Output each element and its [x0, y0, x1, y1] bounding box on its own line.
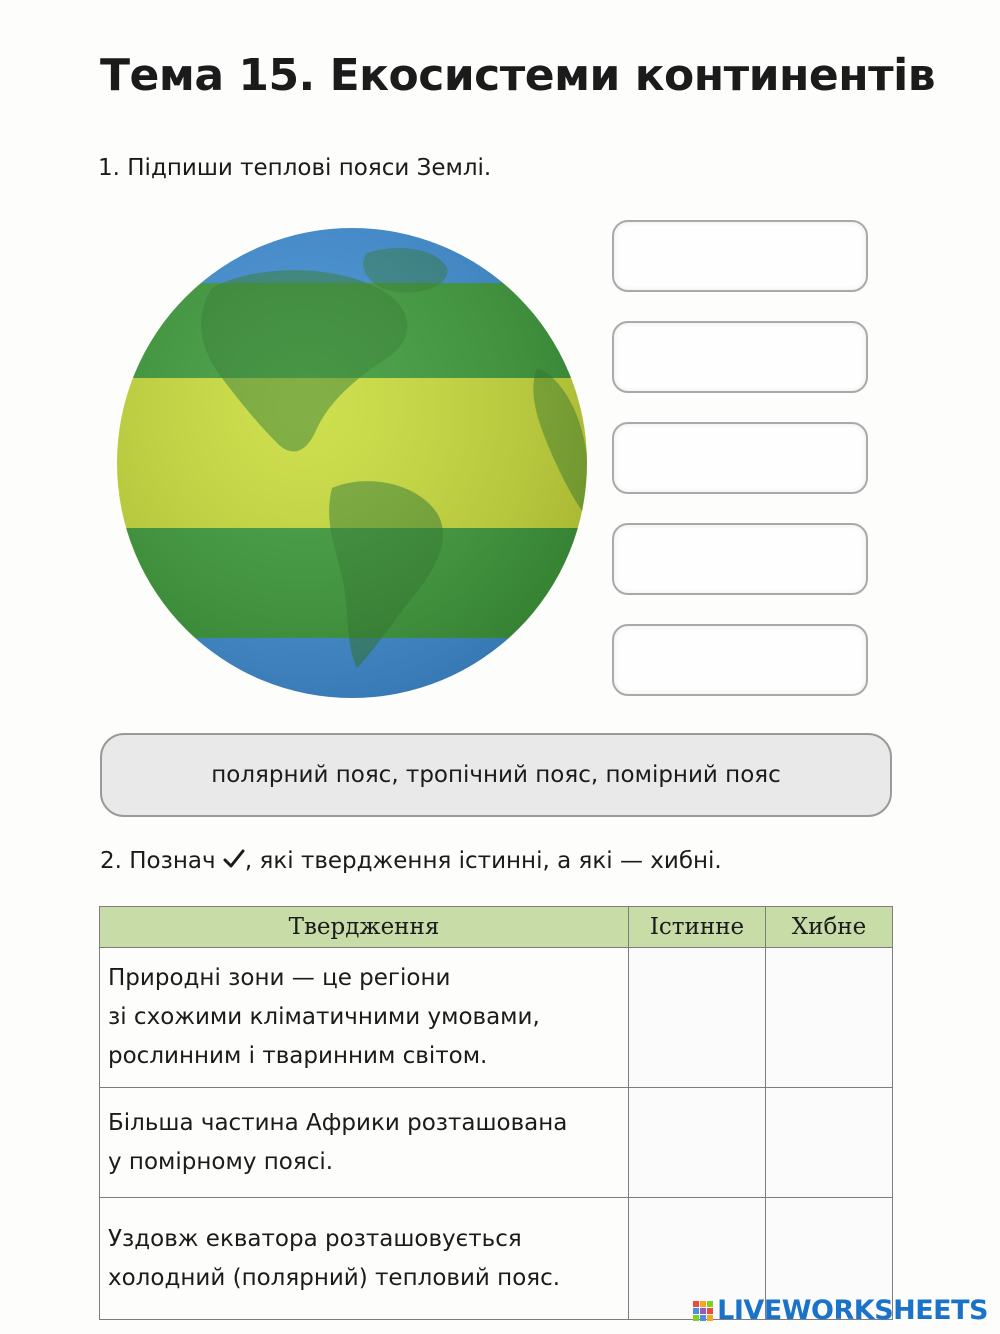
table-row: [100, 948, 893, 1088]
table-row: [100, 1088, 893, 1198]
logo-text: LIVEWORKSHEETS: [717, 1295, 988, 1326]
logo-mark-icon: [693, 1301, 713, 1321]
column-header-statement: Твердження: [100, 907, 629, 948]
belt-label-box-4[interactable]: [612, 523, 868, 595]
belt-label-box-2[interactable]: [612, 321, 868, 393]
task2-heading-after: , які твердження істинні, а які — хибні.: [244, 848, 722, 874]
answer-cell-true-1[interactable]: [629, 948, 766, 1088]
table-header-row: [100, 907, 893, 948]
earth-globe-illustration: [117, 228, 587, 698]
belt-label-box-1[interactable]: [612, 220, 868, 292]
column-header-true: Істинне: [629, 907, 766, 948]
liveworksheets-logo: [693, 1295, 988, 1326]
task1-heading: 1. Підпиши теплові пояси Землі.: [98, 155, 492, 181]
page-title: Тема 15. Екосистеми континентів: [100, 50, 936, 101]
answer-cell-false-1[interactable]: [766, 948, 893, 1088]
belt-label-box-3[interactable]: [612, 422, 868, 494]
belt-label-box-5[interactable]: [612, 624, 868, 696]
answer-cell-true-2[interactable]: [629, 1088, 766, 1198]
statement-line: у помірному поясі.: [108, 1148, 334, 1175]
statement-cell: [100, 948, 629, 1088]
answer-cell-false-2[interactable]: [766, 1088, 893, 1198]
statement-line: рослинним і тваринним світом.: [108, 1043, 488, 1069]
statement-line: холодний (полярний) тепловий пояс.: [108, 1264, 561, 1291]
statement-line: Більша частина Африки розташована: [108, 1109, 568, 1136]
statement-cell: [100, 1198, 629, 1320]
word-bank-text: полярний пояс, тропічний пояс, помірний пояс: [211, 762, 781, 788]
task2-heading-before: 2. Познач: [100, 848, 216, 874]
statement-cell: [100, 1088, 629, 1198]
true-false-table: [99, 906, 893, 1320]
checkmark-icon: [223, 848, 245, 870]
statement-line: Уздовж екватора розташовується: [108, 1225, 522, 1252]
word-bank: [100, 733, 892, 817]
task2-heading: [100, 848, 722, 874]
statement-line: зі схожими кліматичними умовами,: [108, 1004, 540, 1030]
column-header-false: Хибне: [766, 907, 893, 948]
statement-line: Природні зони — це регіони: [108, 965, 451, 991]
